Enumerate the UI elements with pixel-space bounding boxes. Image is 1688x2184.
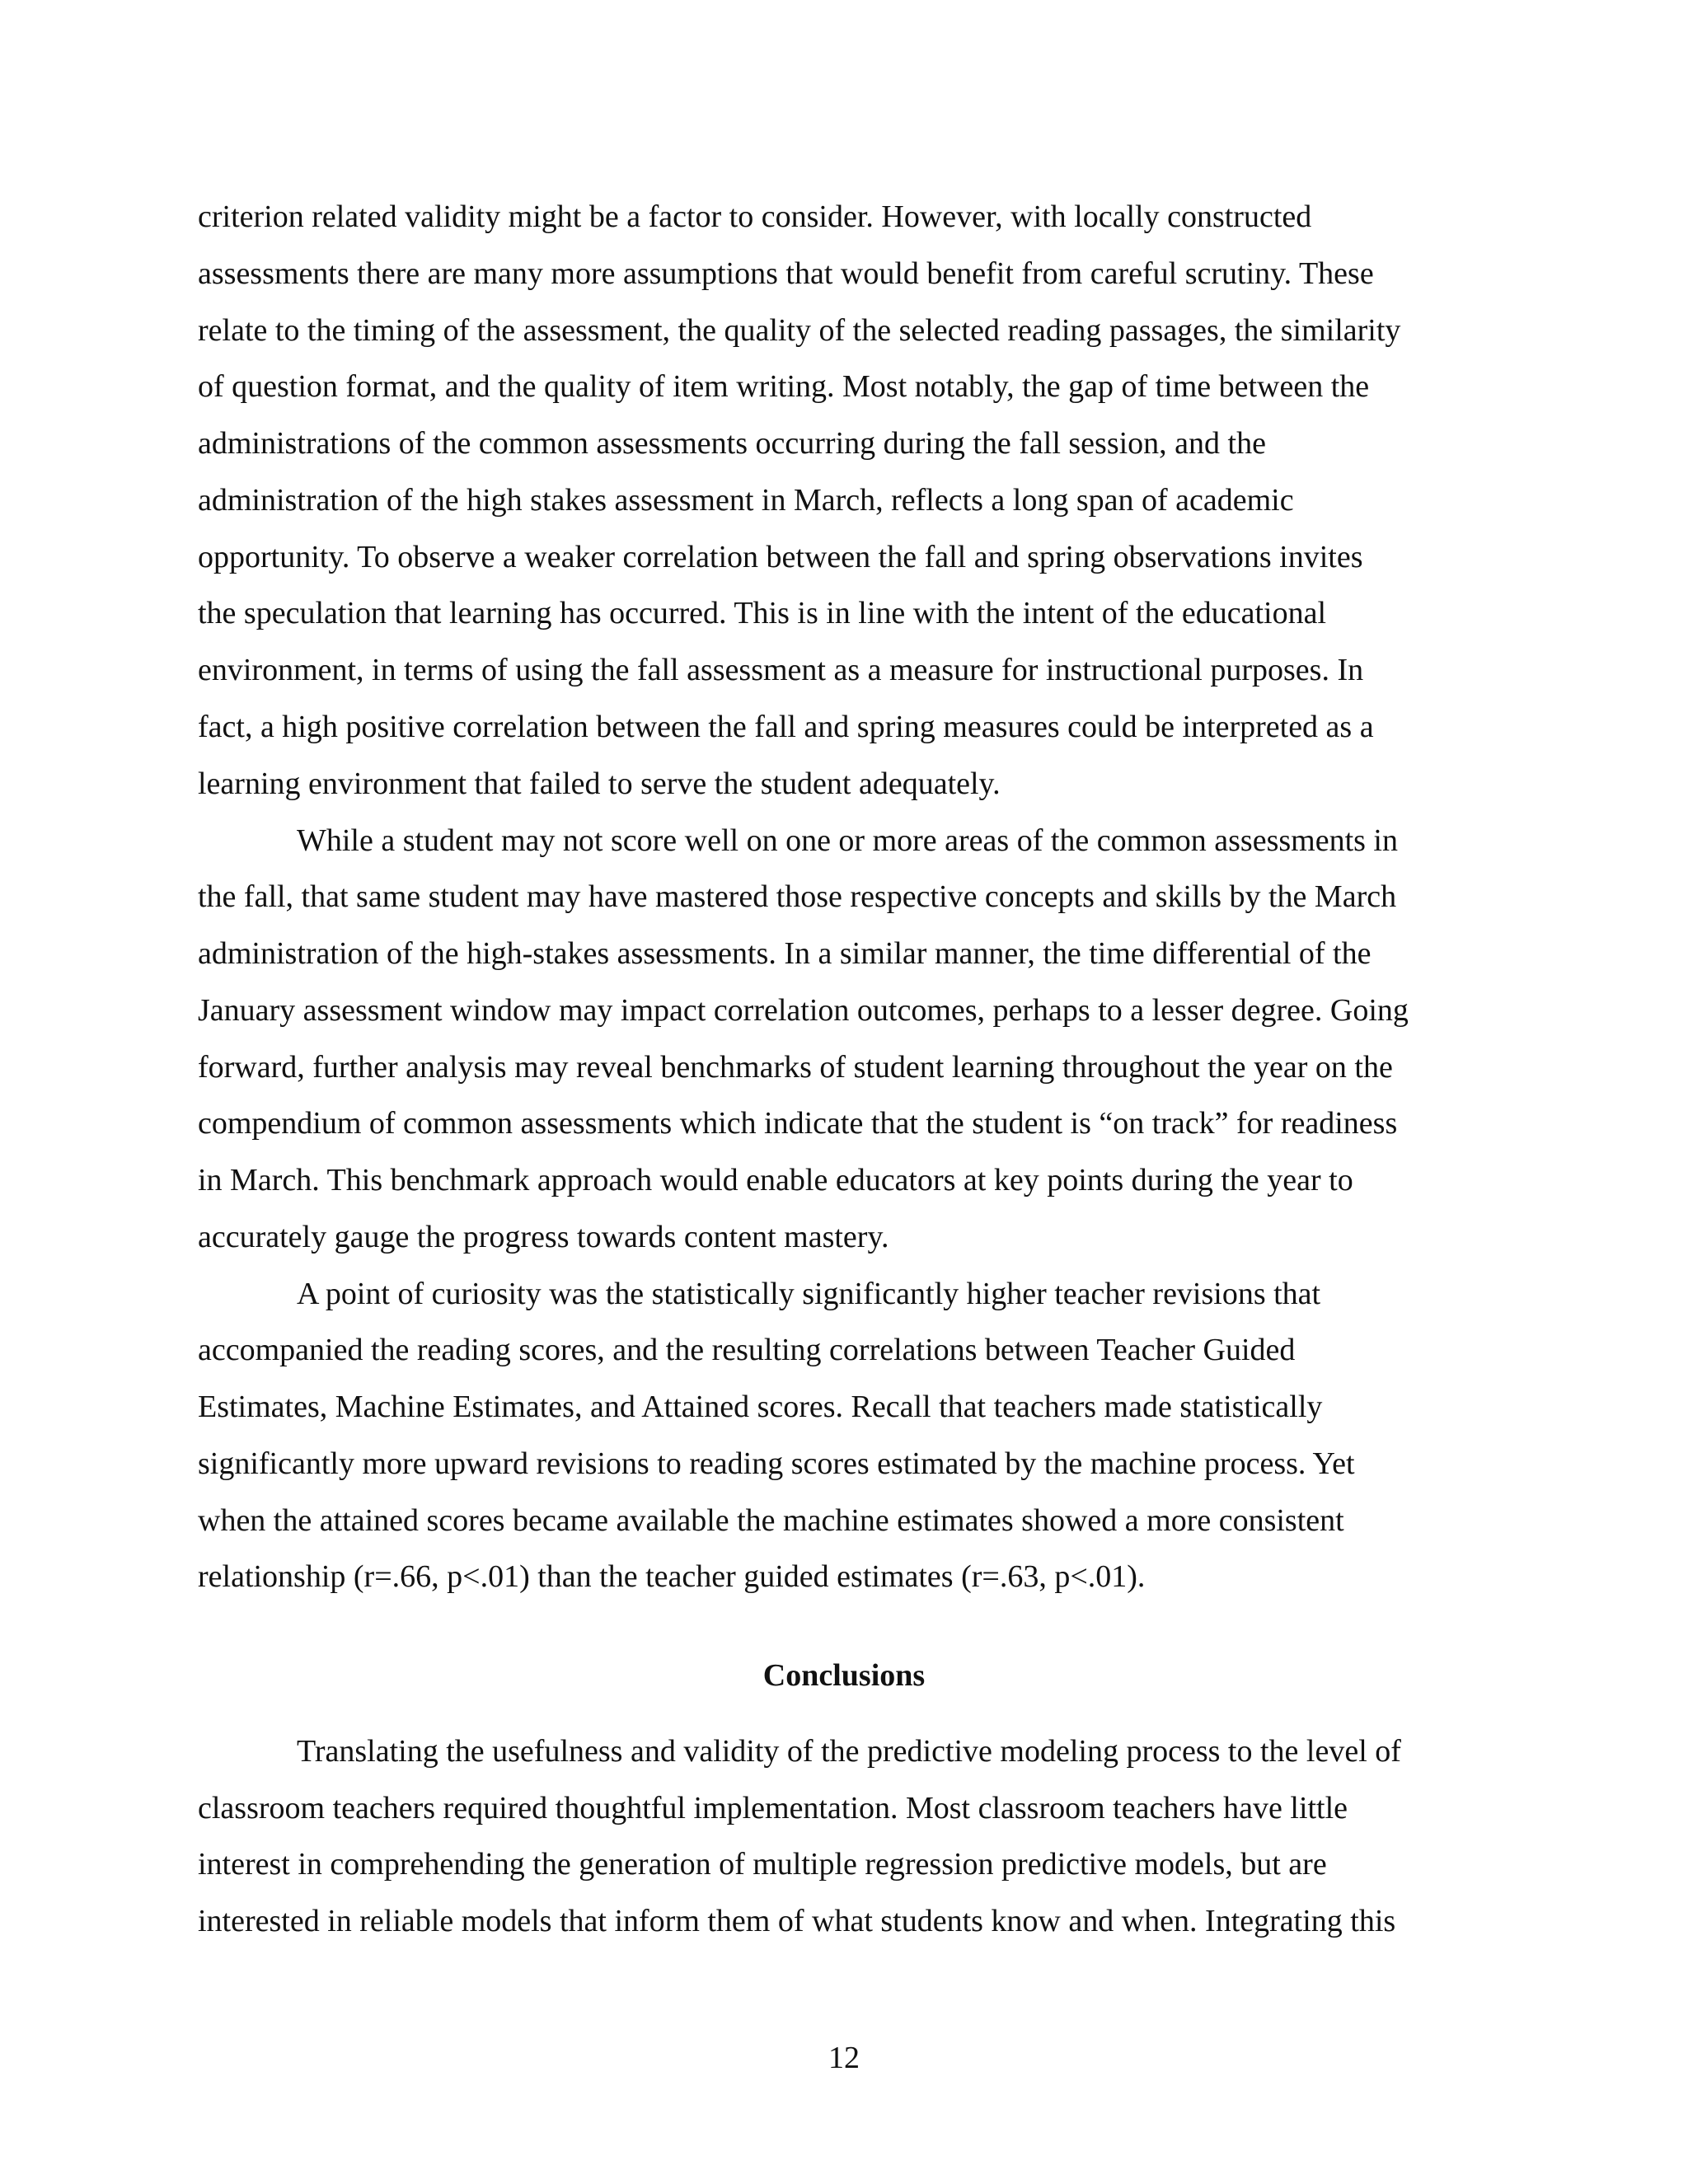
text-line: environment, in terms of using the fall assessment as a measure for instructional purposes. In [198, 653, 1364, 687]
text-line: assessments there are many more assumptions that would benefit from careful scrutiny. These [198, 256, 1374, 291]
text-line: While a student may not score well on one or more areas of the common assessments in [297, 823, 1398, 858]
text-line: opportunity. To observe a weaker correlation between the fall and spring observations invites [198, 540, 1363, 574]
text-line: administration of the high stakes assessment in March, reflects a long span of academic [198, 483, 1294, 518]
text-line: accurately gauge the progress towards content mastery. [198, 1220, 889, 1254]
text-line: relationship (r=.66, p<.01) than the teacher guided estimates (r=.63, p<.01). [198, 1559, 1146, 1594]
text-line: learning environment that failed to serve the student adequately. [198, 766, 1001, 801]
text-line: relate to the timing of the assessment, the quality of the selected reading passages, the similarity [198, 313, 1401, 348]
text-line: accompanied the reading scores, and the resulting correlations between Teacher Guided [198, 1333, 1296, 1367]
text-line: criterion related validity might be a factor to consider. However, with locally constructed [198, 199, 1312, 234]
text-line: forward, further analysis may reveal benchmarks of student learning throughout the year on the [198, 1050, 1393, 1085]
text-line: the fall, that same student may have mastered those respective concepts and skills by the March [198, 879, 1397, 914]
text-line: Translating the usefulness and validity of the predictive modeling process to the level of [297, 1734, 1401, 1769]
text-line: administrations of the common assessments occurring during the fall session, and the [198, 426, 1266, 461]
text-line: in March. This benchmark approach would enable educators at key points during the year to [198, 1163, 1353, 1197]
text-line: classroom teachers required thoughtful implementation. Most classroom teachers have little [198, 1791, 1348, 1825]
text-line: Estimates, Machine Estimates, and Attained scores. Recall that teachers made statistically [198, 1390, 1323, 1424]
text-line: fact, a high positive correlation between the fall and spring measures could be interpreted as a [198, 710, 1374, 744]
section-heading-conclusions: Conclusions [762, 1658, 926, 1693]
text-line: when the attained scores became available the machine estimates showed a more consistent [198, 1503, 1344, 1538]
page-number: 12 [828, 2041, 860, 2075]
text-line: administration of the high-stakes assessments. In a similar manner, the time differential of the [198, 936, 1372, 971]
text-line: A point of curiosity was the statistically significantly higher teacher revisions that [297, 1277, 1321, 1311]
text-line: compendium of common assessments which indicate that the student is “on track” for readiness [198, 1106, 1398, 1141]
text-line: interested in reliable models that inform them of what students know and when. Integrating this [198, 1904, 1396, 1938]
text-line: interest in comprehending the generation of multiple regression predictive models, but are [198, 1847, 1327, 1882]
text-line: of question format, and the quality of item writing. Most notably, the gap of time between the [198, 369, 1370, 404]
text-line: the speculation that learning has occurred. This is in line with the intent of the educational [198, 596, 1327, 630]
text-line: January assessment window may impact correlation outcomes, perhaps to a lesser degree. Going [198, 993, 1409, 1028]
text-line: significantly more upward revisions to reading scores estimated by the machine process. Yet [198, 1446, 1355, 1481]
